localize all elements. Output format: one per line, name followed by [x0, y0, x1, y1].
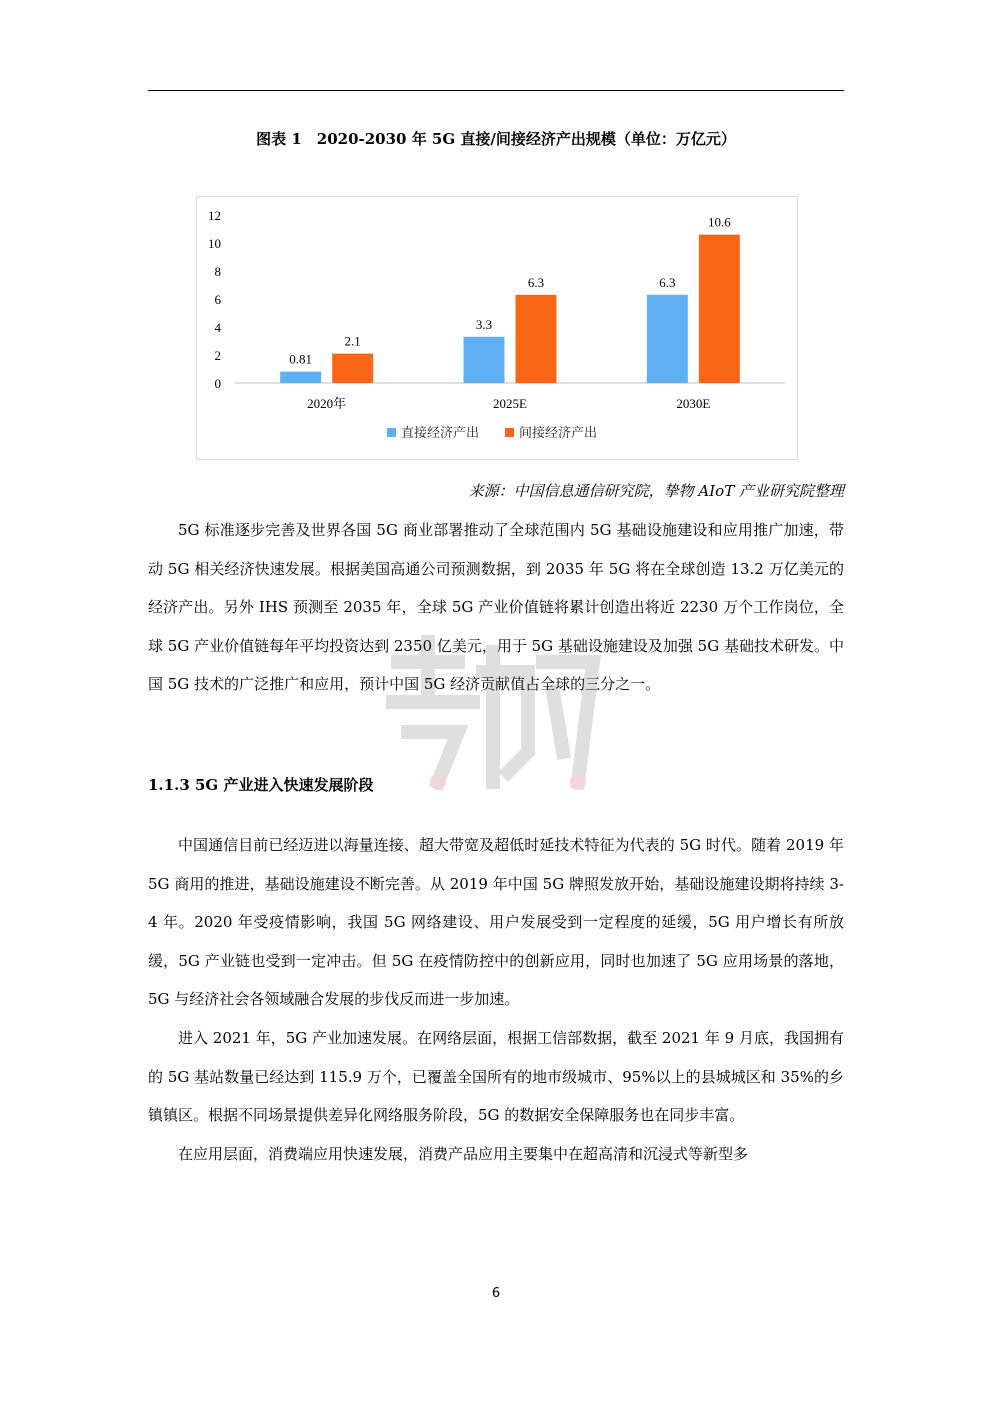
y-tick-label: 6: [214, 292, 221, 307]
body-text-2: [148, 826, 844, 1173]
legend-swatch: [387, 428, 396, 437]
y-tick-label: 10: [208, 236, 221, 251]
bar: [332, 354, 373, 383]
bar: [516, 295, 557, 383]
bar: [699, 235, 740, 383]
legend-label: 间接经济产出: [519, 426, 598, 441]
x-tick-label: 2025E: [493, 396, 527, 411]
paragraph: 进入 2021 年，5G 产业加速发展。在网络层面，根据工信部数据，截至 2021 年 9 月底，我国拥有的 5G 基站数量已经达到 115.9 万个，已覆盖全国所有的地市级城市、95%以上的县城城区和 35%的乡镇镇区。根据不同场景提供差异化网络服务阶段，5G 的数据安全保障服务也在同步丰富。: [148, 1028, 844, 1125]
figure-title: 图表 1 2020-2030 年 5G 直接/间接经济产出规模（单位：万亿元）: [256, 130, 736, 148]
page-number: 6: [491, 1286, 501, 1301]
y-tick-label: 4: [214, 320, 221, 335]
data-label: 6.3: [659, 274, 676, 290]
data-label: 0.81: [289, 351, 313, 367]
y-tick-label: 8: [214, 264, 221, 279]
paragraph: 中国通信目前已经迈进以海量连接、超大带宽及超低时延技术特征为代表的 5G 时代。随着 2019 年 5G 商用的推进，基础设施建设不断完善。从 2019 年中国 5G 牌照发放开始，基础设施建设期将持续 3-4 年。2020 年受疫情影响，我国 5G 网络建设、用户发展受到一定程度的延缓，5G 用户增长有所放缓，5G 产业链也受到一定冲击。但 5G 在疫情防控中的创新应用，同时也加速了 5G 应用场景的落地，5G 与经济社会各领域融合发展的步伐反而进一步加速。: [148, 836, 844, 1009]
figure-source: 来源：中国信息通信研究院，挚物 AIoT 产业研究院整理: [468, 482, 844, 500]
bar-chart-svg: [197, 197, 797, 459]
legend-swatch: [505, 428, 514, 437]
data-label: 2.1: [344, 333, 361, 349]
header-rule: [148, 90, 844, 91]
section-heading: 1.1.3 5G 产业进入快速发展阶段: [148, 776, 374, 794]
paragraph: 在应用层面，消费端应用快速发展，消费产品应用主要集中在超高清和沉浸式等新型多: [178, 1144, 749, 1163]
y-tick-label: 0: [214, 376, 221, 391]
bar: [280, 372, 321, 383]
data-label: 6.3: [527, 274, 545, 290]
data-label: 10.6: [707, 214, 731, 230]
x-tick-label: 2020年: [307, 396, 347, 411]
y-tick-label: 12: [208, 208, 221, 223]
x-tick-label: 2030E: [676, 396, 711, 411]
zhiwu-logo-watermark-icon: [378, 632, 608, 802]
paragraph: 5G 标准逐步完善及世界各国 5G 商业部署推动了全球范围内 5G 基础设施建设和应用推广加速，带动 5G 相关经济快速发展。根据美国高通公司预测数据，到 2035 年 5G 将在全球创造 13.2 万亿美元的经济产出。另外 IHS 预测至 2035 年，全球 5G 产业价值链将累计创造出将近 2230 万个工作岗位，全球 5G 产业价值链每年平均投资达到 2350 亿美元，用于 5G 基础设施建设及加强 5G 基础技术研发。中国 5G 技术的广泛推广和应用，预计中国 5G 经济贡献值占全球的三分之一。: [148, 521, 844, 694]
bar: [464, 337, 505, 383]
bar-chart: [196, 196, 798, 460]
data-label: 3.3: [475, 316, 493, 332]
bar: [647, 295, 688, 383]
y-tick-label: 2: [214, 348, 221, 363]
legend-label: 直接经济产出: [401, 426, 480, 441]
